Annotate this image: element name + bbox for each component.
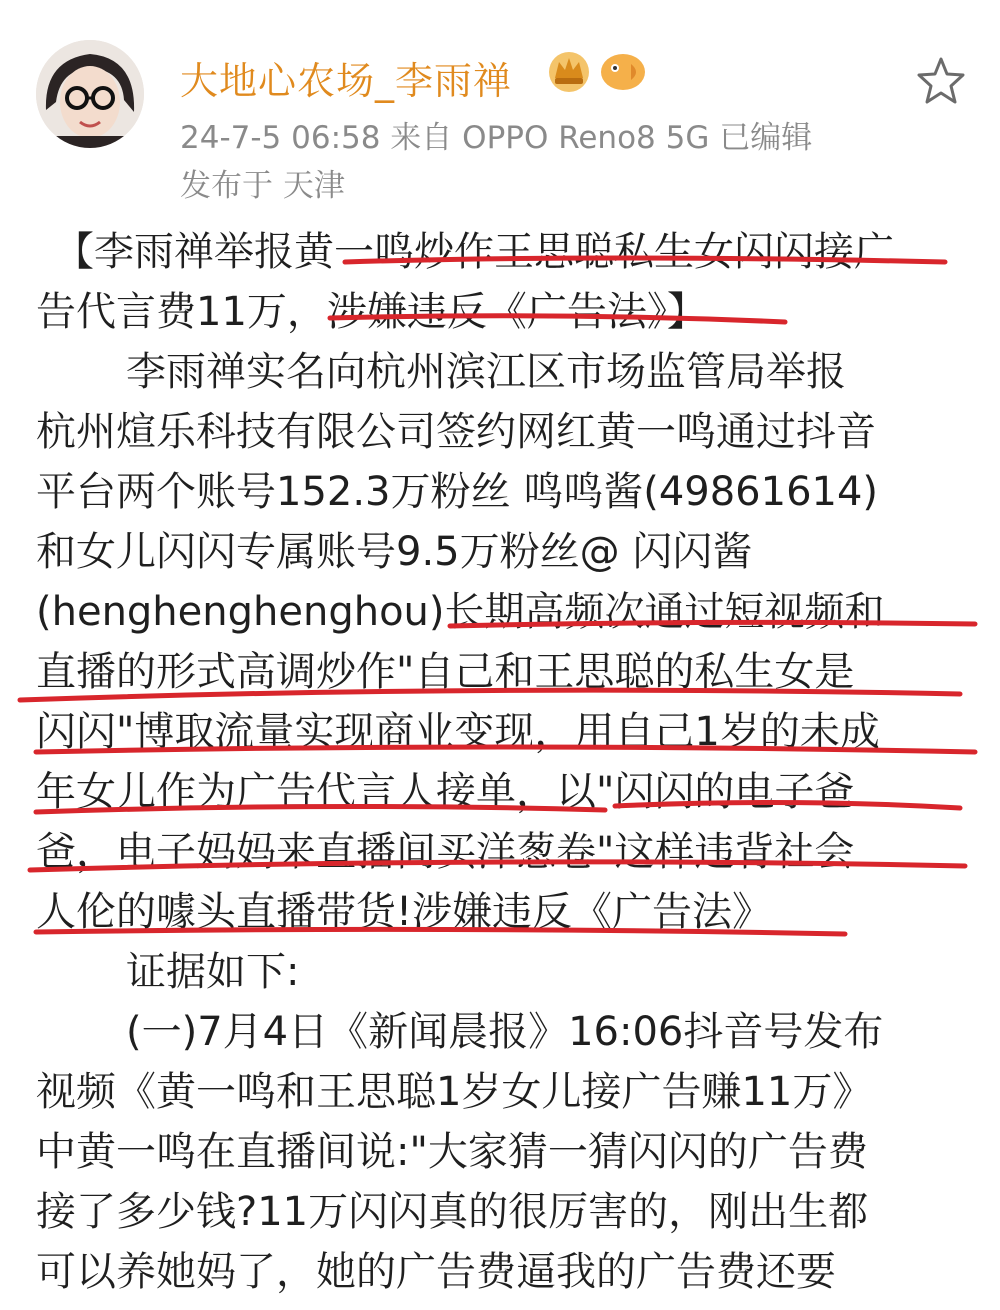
text-line: (一)7月4日《新闻晨报》16:06抖音号发布	[126, 1009, 884, 1055]
post-location: 发布于 天津	[180, 168, 345, 204]
post-body	[36, 222, 976, 1302]
text-line: 直播的形式高调炒作"自己和王思聪的私生女是	[36, 649, 855, 695]
text-line: 年女儿作为广告代言人接单，以"闪闪的电子爸	[36, 769, 855, 815]
text-line: 人伦的噱头直播带货!涉嫌违反《广告法》	[36, 889, 773, 935]
avatar[interactable]	[36, 40, 144, 148]
author-name[interactable]: 大地心农场_李雨禅	[180, 59, 513, 103]
text-line: 告代言费11万，涉嫌违反《广告法》】	[36, 289, 707, 335]
text-line: 平台两个账号152.3万粉丝 鸣鸣酱(49861614)	[36, 469, 879, 515]
text-line: 【李雨禅举报黄一鸣炒作王思聪私生女闪闪接广	[54, 229, 894, 275]
text-line: 中黄一鸣在直播间说:"大家猜一猜闪闪的广告费	[36, 1129, 868, 1175]
post-header	[0, 0, 1000, 210]
text-line: 可以养她妈了，她的广告费逼我的广告费还要	[36, 1249, 836, 1295]
text-line: 接了多少钱?11万闪闪真的很厉害的，刚出生都	[36, 1189, 869, 1235]
text-line: (henghenghenghou)长期高频次通过短视频和	[36, 589, 885, 635]
text-line: 李雨禅实名向杭州滨江区市场监管局举报	[126, 349, 846, 395]
text-line: 闪闪"博取流量实现商业变现，用自己1岁的未成	[36, 709, 880, 755]
user-badges	[545, 48, 655, 98]
post-timestamp-source: 24-7-5 06:58 来自 OPPO Reno8 5G 已编辑	[180, 120, 813, 156]
gold-fish-badge-icon	[601, 54, 645, 90]
text-line: 证据如下:	[126, 949, 300, 995]
text-line: 杭州煊乐科技有限公司签约网红黄一鸣通过抖音	[36, 409, 876, 455]
text-line: 爸，电子妈妈来直播间买洋葱卷"这样违背社会	[36, 829, 855, 875]
crown-badge-icon	[549, 52, 589, 92]
star-outline-icon[interactable]	[914, 54, 968, 108]
text-line: 和女儿闪闪专属账号9.5万粉丝@ 闪闪酱	[36, 529, 753, 575]
text-line: 视频《黄一鸣和王思聪1岁女儿接广告赚11万》	[36, 1069, 873, 1115]
